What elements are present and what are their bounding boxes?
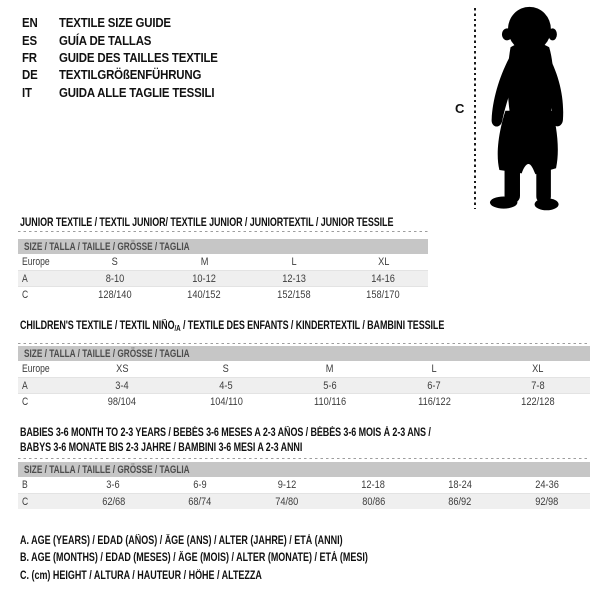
size-header-bar: [18, 346, 590, 361]
table-cell: 158/170: [366, 288, 400, 301]
table-cell: L: [431, 363, 437, 375]
table-cell: 110/116: [313, 395, 347, 408]
legend-line-a: A. AGE (YEARS) / EDAD (AÑOS) / ÂGE (ANS) / ALTER (JAHRE) / ETÀ (ANNI): [20, 534, 343, 547]
children-table-top-rule: [18, 343, 590, 344]
junior-section-title: JUNIOR TEXTILE / TEXTIL JUNIOR/ TEXTILE JUNIOR / JUNIORTEXTIL / JUNIOR TESSILE: [20, 217, 394, 229]
table-row: [18, 286, 428, 302]
baby-figure: [440, 0, 600, 220]
row-label: C: [22, 288, 29, 301]
row-label: Europe: [22, 363, 50, 375]
language-title: GUIDE DES TAILLES TEXTILE: [59, 49, 218, 65]
table-row: [18, 493, 590, 509]
table-cell: 104/110: [209, 395, 243, 408]
row-label: A: [22, 272, 28, 285]
language-title: GUIDA ALLE TAGLIE TESSILI: [59, 84, 215, 100]
table-cell: 8-10: [105, 272, 125, 285]
size-header-bar: [18, 462, 590, 477]
table-cell: 7-8: [531, 379, 545, 392]
language-code: DE: [22, 67, 38, 83]
measure-legend: [20, 532, 466, 585]
table-row: [18, 477, 590, 493]
table-cell: 4-5: [219, 379, 233, 392]
language-row-it: [22, 84, 239, 101]
table-cell: 14-16: [371, 272, 396, 285]
table-cell: M: [200, 256, 209, 268]
baby-silhouette-icon: [482, 6, 570, 212]
table-row: [18, 377, 590, 393]
babies-table-top-rule: [18, 458, 590, 459]
children-section-title: CHILDREN'S TEXTILE / TEXTIL NIÑO/A / TEXTILE DES ENFANTS / KINDERTEXTIL / BAMBINI TESSILE: [20, 320, 445, 333]
row-label: Europe: [22, 256, 50, 268]
language-row-de: [22, 66, 239, 83]
size-header-label: SIZE / TALLA / TAILLE / GRÖSSE / TAGLIA: [24, 463, 190, 476]
table-cell: XL: [532, 363, 544, 375]
legend-line-c: C. (cm) HEIGHT / ALTURA / HAUTEUR / HÖHE / ALTEZZA: [20, 569, 262, 582]
language-title: TEXTILGRÖßENFÜHRUNG: [59, 67, 202, 83]
height-measure-label: C: [455, 101, 465, 116]
table-cell: 80/86: [361, 495, 385, 508]
language-code: EN: [22, 15, 38, 31]
row-label: A: [22, 379, 28, 392]
size-header-bar: [18, 239, 428, 254]
table-row: [18, 270, 428, 286]
language-code: FR: [22, 49, 37, 65]
legend-line-b: B. AGE (MONTHS) / EDAD (MESES) / ÂGE (MOIS) / ALTER (MONATE) / ETÀ (MESI): [20, 552, 368, 565]
table-cell: 12-13: [281, 272, 306, 285]
table-cell: 6-7: [427, 379, 441, 392]
row-label: B: [22, 479, 28, 491]
size-header-label: SIZE / TALLA / TAILLE / GRÖSSE / TAGLIA: [24, 347, 190, 360]
size-header-label: SIZE / TALLA / TAILLE / GRÖSSE / TAGLIA: [24, 240, 190, 253]
table-cell: 140/152: [187, 288, 221, 301]
table-cell: 24-36: [534, 479, 559, 491]
table-cell: 18-24: [448, 479, 472, 491]
table-cell: S: [222, 363, 230, 375]
table-cell: 92/98: [535, 495, 559, 508]
table-cell: 6-9: [193, 479, 207, 491]
table-cell: 62/68: [101, 495, 125, 508]
language-title: GUÍA DE TALLAS: [59, 32, 152, 48]
table-cell: M: [326, 363, 334, 375]
table-cell: 9-12: [277, 479, 296, 491]
table-cell: 86/92: [448, 495, 472, 508]
table-cell: 5-6: [323, 379, 337, 392]
table-cell: 3-6: [106, 479, 121, 491]
junior-size-table: [18, 239, 428, 302]
table-cell: 74/80: [275, 495, 299, 508]
table-cell: 3-4: [115, 379, 129, 392]
language-list: [22, 14, 239, 101]
language-code: IT: [22, 84, 32, 100]
language-row-en: [22, 14, 239, 31]
table-cell: 122/128: [521, 395, 555, 408]
language-row-fr: [22, 49, 239, 66]
table-cell: 116/122: [417, 395, 451, 408]
table-cell: XL: [377, 256, 389, 268]
babies-size-table: [18, 462, 590, 509]
table-cell: L: [291, 256, 297, 268]
row-label: C: [22, 495, 29, 508]
row-label: C: [22, 395, 29, 408]
children-size-table: [18, 346, 590, 409]
table-cell: 152/158: [277, 288, 311, 301]
junior-table-top-rule: [18, 231, 428, 232]
table-cell: XS: [115, 363, 129, 375]
title-subscript: /A: [174, 324, 181, 333]
height-measure-line: [474, 8, 476, 209]
table-cell: 12-18: [361, 479, 386, 491]
babies-section-title: BABIES 3-6 MONTH TO 2-3 YEARS / BEBÉS 3-6 MESES A 2-3 AÑOS / BÉBÉS 3-6 MOIS À 2-3 ANS / BABYS 3-6 MONATE BIS 2-3 JAHRE / BAMBINI 3-6 MESI A 2-3 ANNI: [20, 427, 431, 454]
table-row: [18, 361, 590, 377]
language-title: TEXTILE SIZE GUIDE: [59, 15, 171, 31]
table-cell: 68/74: [188, 495, 212, 508]
table-cell: 10-12: [192, 272, 217, 285]
language-row-es: [22, 31, 239, 48]
table-cell: 128/140: [98, 288, 132, 301]
table-row: [18, 254, 428, 270]
table-cell: 98/104: [107, 395, 137, 408]
table-row: [18, 393, 590, 409]
language-code: ES: [22, 32, 37, 48]
table-cell: S: [111, 256, 118, 268]
